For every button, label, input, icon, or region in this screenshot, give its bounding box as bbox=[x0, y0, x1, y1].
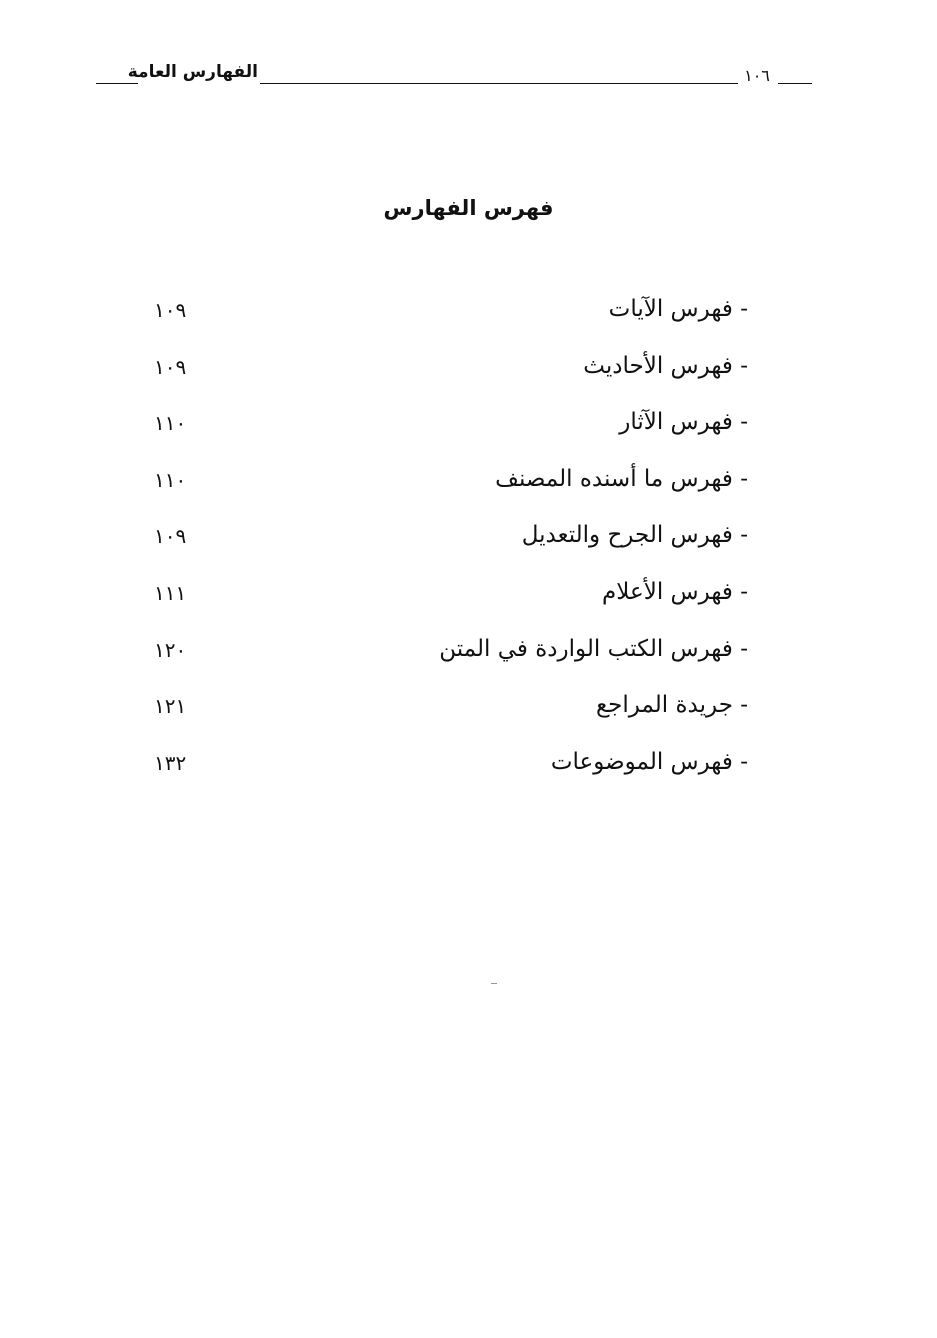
index-entry bbox=[140, 353, 748, 410]
index-entry-label: - جريدة المراجع bbox=[595, 692, 748, 719]
index-list bbox=[140, 296, 748, 805]
index-entry-page: ١١١ bbox=[154, 580, 187, 605]
index-entry bbox=[140, 409, 748, 466]
index-entry-label: - فهرس ما أسنده المصنف bbox=[495, 465, 748, 492]
index-entry-page: ١١٠ bbox=[154, 411, 187, 436]
page-title: فهرس الفهارس bbox=[383, 196, 554, 220]
index-entry-label: - فهرس الكتب الواردة في المتن bbox=[439, 635, 748, 662]
index-entry-page: ١٠٩ bbox=[154, 298, 187, 322]
index-entry-label: - فهرس الآثار bbox=[619, 409, 748, 436]
index-entry-label: - فهرس الآيات bbox=[608, 296, 748, 322]
header-rule-middle bbox=[260, 83, 738, 84]
index-entry bbox=[140, 296, 748, 353]
index-entry-label: - فهرس الأعلام bbox=[602, 578, 748, 605]
header-rule-left bbox=[96, 83, 138, 84]
index-entry-page: ١٢٠ bbox=[154, 637, 187, 662]
index-entry-page: ١٢١ bbox=[154, 694, 187, 719]
index-entry-label: - فهرس الأحاديث bbox=[583, 352, 748, 379]
scan-mark bbox=[491, 983, 497, 984]
page-number: ١٠٦ bbox=[744, 66, 770, 85]
index-entry-page: ١١٠ bbox=[154, 467, 187, 492]
index-entry bbox=[140, 692, 748, 749]
index-entry-page: ١٣٢ bbox=[154, 750, 187, 775]
running-title: الفهارس العامة bbox=[127, 62, 258, 82]
index-entry bbox=[140, 636, 748, 693]
index-entry-label: - فهرس الجرح والتعديل bbox=[521, 522, 748, 549]
index-entry bbox=[140, 466, 748, 523]
index-entry bbox=[140, 749, 748, 806]
index-entry bbox=[140, 522, 748, 579]
index-entry bbox=[140, 579, 748, 636]
index-entry-page: ١٠٩ bbox=[154, 354, 187, 379]
header-rule-right bbox=[778, 83, 812, 84]
page-header bbox=[96, 62, 812, 94]
index-entry-label: - فهرس الموضوعات bbox=[550, 748, 748, 775]
index-entry-page: ١٠٩ bbox=[154, 524, 187, 549]
